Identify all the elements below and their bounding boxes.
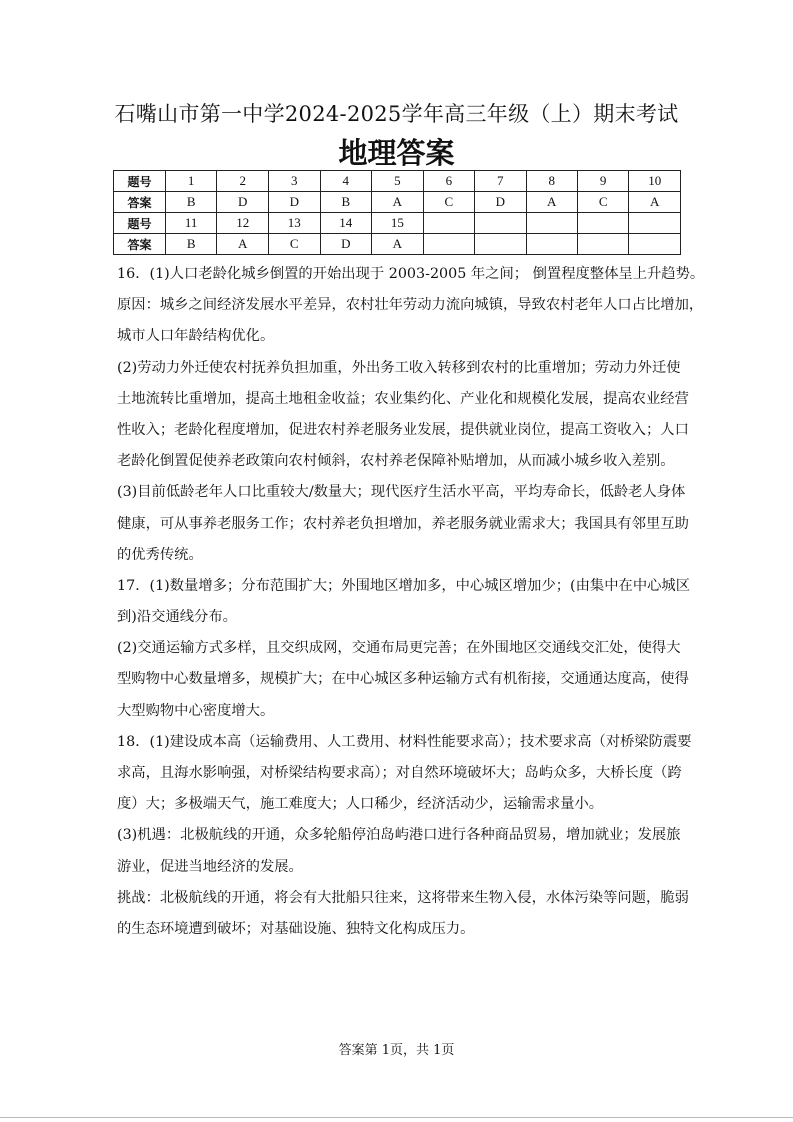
question-number-cell: 1 [165,171,217,192]
answer-line: 到)沿交通线分布。 [117,609,237,626]
row-label: 题号 [114,171,166,192]
answer-cell [526,234,577,255]
answer-line: 18．(1)建设成本高（运输费用、人工费用、材料性能要求高）；技术要求高（对桥梁防震要 [117,733,692,750]
question-number-cell: 11 [165,213,217,234]
question-number-cell: 2 [217,171,269,192]
answer-line: (3)目前低龄老年人口比重较大/数量大；现代医疗生活水平高，平均寿命长，低龄老人身体 [117,484,686,501]
answer-cell: B [165,192,217,213]
answer-line: 的生态环境遭到破坏；对基础设施、独特文化构成压力。 [117,920,475,937]
question-number-cell: 5 [372,171,424,192]
question-number-cell: 13 [268,213,320,234]
answer-cell: D [268,192,320,213]
question-number-cell: 7 [475,171,526,192]
question-number-cell [577,213,628,234]
answer-cell: C [423,192,474,213]
answer-line: 城市人口年龄结构优化。 [117,328,275,345]
question-number-cell: 9 [577,171,628,192]
page-footer: 答案第 1页，共 1页 [338,1043,455,1058]
question-number-cell: 6 [423,171,474,192]
answer-cell: A [526,192,577,213]
answer-cell: C [577,192,628,213]
question-number-cell: 4 [320,171,372,192]
answer-line: 土地流转比重增加，提高土地租金收益；农业集约化、产业化和规模化发展，提高农业经营 [117,390,689,407]
answer-cell: D [475,192,526,213]
answer-cell: A [372,192,424,213]
answer-line: 的优秀传统。 [117,546,203,563]
question-number-cell: 8 [526,171,577,192]
answer-cell [577,234,628,255]
answer-line: 挑战：北极航线的开通，将会有大批船只往来，这将带来生物入侵，水体污染等问题，脆弱 [117,889,689,906]
answer-cell: B [165,234,217,255]
answer-cell: A [629,192,681,213]
answer-cell [475,234,526,255]
question-number-cell: 3 [268,171,320,192]
answer-line: 求高，且海水影响强，对桥梁结构要求高）；对自然环境破坏大；岛屿众多，大桥长度（跨 [117,765,682,781]
question-number-cell [629,213,681,234]
answer-line: 型购物中心数量增多，规模扩大；在中心城区多种运输方式有机衔接，交通通达度高，使得 [117,671,689,688]
question-number-cell [475,213,526,234]
answer-line: 原因：城乡之间经济发展水平差异，农村壮年劳动力流向城镇，导致农村老年人口占比增加， [117,297,704,314]
answer-cell: B [320,192,372,213]
answer-line: 性收入；老龄化程度增加，促进农村养老服务业发展，提供就业岗位，提高工资收入；人口 [117,421,689,438]
answer-cell [423,234,474,255]
answer-cell: D [320,234,372,255]
table-row [114,171,681,192]
answer-line: 度）大；多极端天气，施工难度大；人口稀少，经济活动少，运输需求量小。 [117,796,604,813]
row-label: 答案 [114,234,166,255]
answer-table [113,170,681,255]
page-bottom-rule [0,1117,793,1118]
question-number-cell: 15 [372,213,424,234]
answer-cell: A [372,234,424,255]
row-label: 题号 [114,213,166,234]
answer-line: 老龄化倒置促使养老政策向农村倾斜，农村养老保障补贴增加，从而减小城乡收入差别。 [117,453,675,470]
question-number-cell: 10 [629,171,681,192]
answer-cell [629,234,681,255]
answer-line: (2)劳动力外迁使农村抚养负担加重，外出务工收入转移到农村的比重增加；劳动力外迁使 [117,359,681,376]
answer-cell: A [217,234,269,255]
answer-line: 17．(1)数量增多；分布范围扩大；外围地区增加多，中心城区增加少；(由集中在中心城区 [117,577,691,594]
question-number-cell [526,213,577,234]
exam-title: 石嘴山市第一中学2024-2025学年高三年级（上）期末考试 [114,102,679,126]
answer-line: 游业，促进当地经济的发展。 [117,858,303,875]
table-row [114,234,681,255]
answer-line: 16．(1)人口老龄化城乡倒置的开始出现于 2003-2005 年之间； 倒置程度整体呈上升趋势。 [117,266,705,282]
answer-body [117,259,705,945]
answer-line: 大型购物中心密度增大。 [117,702,275,719]
question-number-cell [423,213,474,234]
subject-title: 地理答案 [338,136,455,170]
row-label: 答案 [114,192,166,213]
answer-cell: C [268,234,320,255]
question-number-cell: 12 [217,213,269,234]
answer-line: (3)机遇：北极航线的开通，众多轮船停泊岛屿港口进行各种商品贸易，增加就业；发展旅 [117,827,681,844]
answer-line: (2)交通运输方式多样，且交织成网，交通布局更完善；在外围地区交通线交汇处，使得大 [117,640,681,657]
table-row [114,213,681,234]
answer-line: 健康，可从事养老服务工作；农村养老负担增加，养老服务就业需求大；我国具有邻里互助 [117,515,689,532]
table-row [114,192,681,213]
question-number-cell: 14 [320,213,372,234]
answer-cell: D [217,192,269,213]
